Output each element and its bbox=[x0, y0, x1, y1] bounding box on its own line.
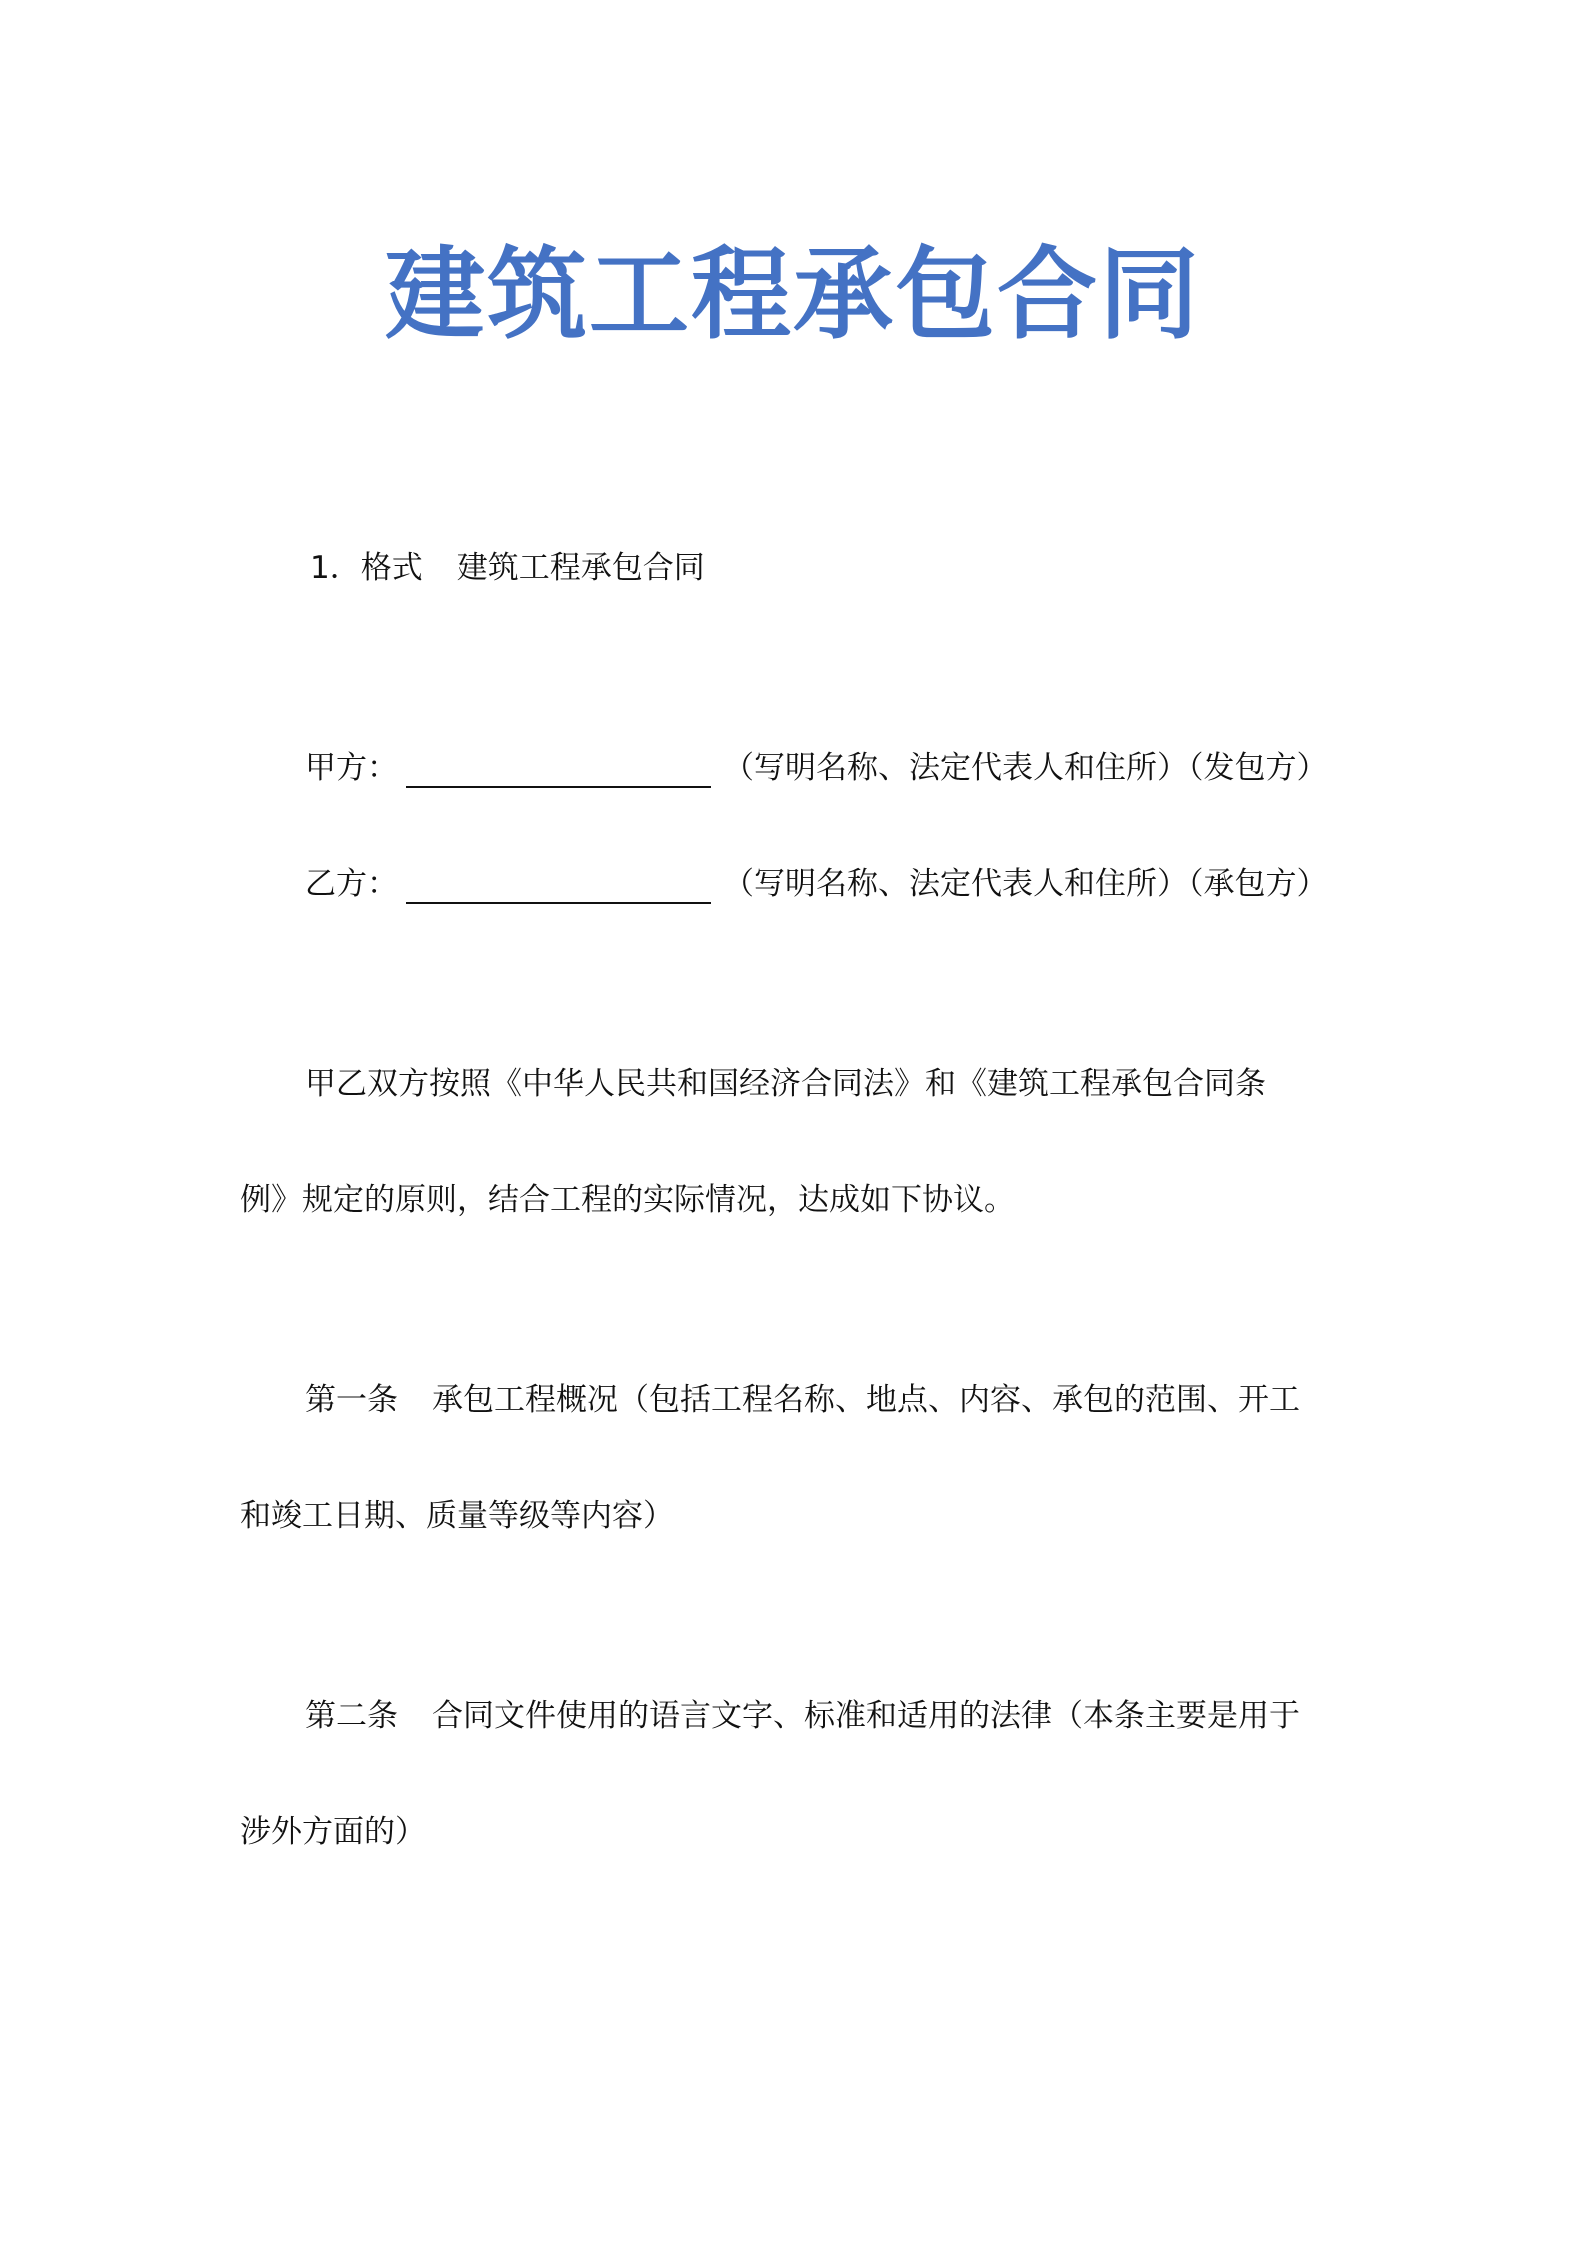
article-1-label: 第一条 bbox=[305, 1382, 398, 1418]
document-title: 建筑工程承包合同 bbox=[385, 236, 1201, 353]
party-a-line bbox=[305, 748, 1328, 788]
article-2-text: 合同文件使用的语言文字、标准和适用的法律（本条主要是用于 bbox=[432, 1698, 1300, 1734]
intro-line-2: 例》规定的原则，结合工程的实际情况，达成如下协议。 bbox=[240, 1182, 1015, 1218]
party-a-blank[interactable] bbox=[406, 754, 711, 788]
article-2-line-1 bbox=[305, 1696, 1300, 1736]
intro-line-1: 甲乙双方按照《中华人民共和国经济合同法》和《建筑工程承包合同条 bbox=[305, 1066, 1266, 1102]
heading-line bbox=[310, 548, 705, 588]
party-b-line bbox=[305, 864, 1328, 904]
article-1-line-1 bbox=[305, 1380, 1300, 1420]
party-b-label: 乙方： bbox=[305, 866, 398, 902]
party-a-label: 甲方： bbox=[305, 750, 398, 786]
article-2-label: 第二条 bbox=[305, 1698, 398, 1734]
party-b-note: （写明名称、法定代表人和住所）（承包方） bbox=[723, 866, 1328, 902]
party-b-blank[interactable] bbox=[406, 870, 711, 904]
heading-text: 建筑工程承包合同 bbox=[456, 550, 705, 586]
heading-number: 1．格式 bbox=[310, 550, 423, 586]
article-1-text: 承包工程概况（包括工程名称、地点、内容、承包的范围、开工 bbox=[432, 1382, 1300, 1418]
article-2-line-2: 涉外方面的） bbox=[240, 1814, 426, 1850]
article-1-line-2: 和竣工日期、质量等级等内容） bbox=[240, 1498, 674, 1534]
party-a-note: （写明名称、法定代表人和住所）（发包方） bbox=[723, 750, 1328, 786]
